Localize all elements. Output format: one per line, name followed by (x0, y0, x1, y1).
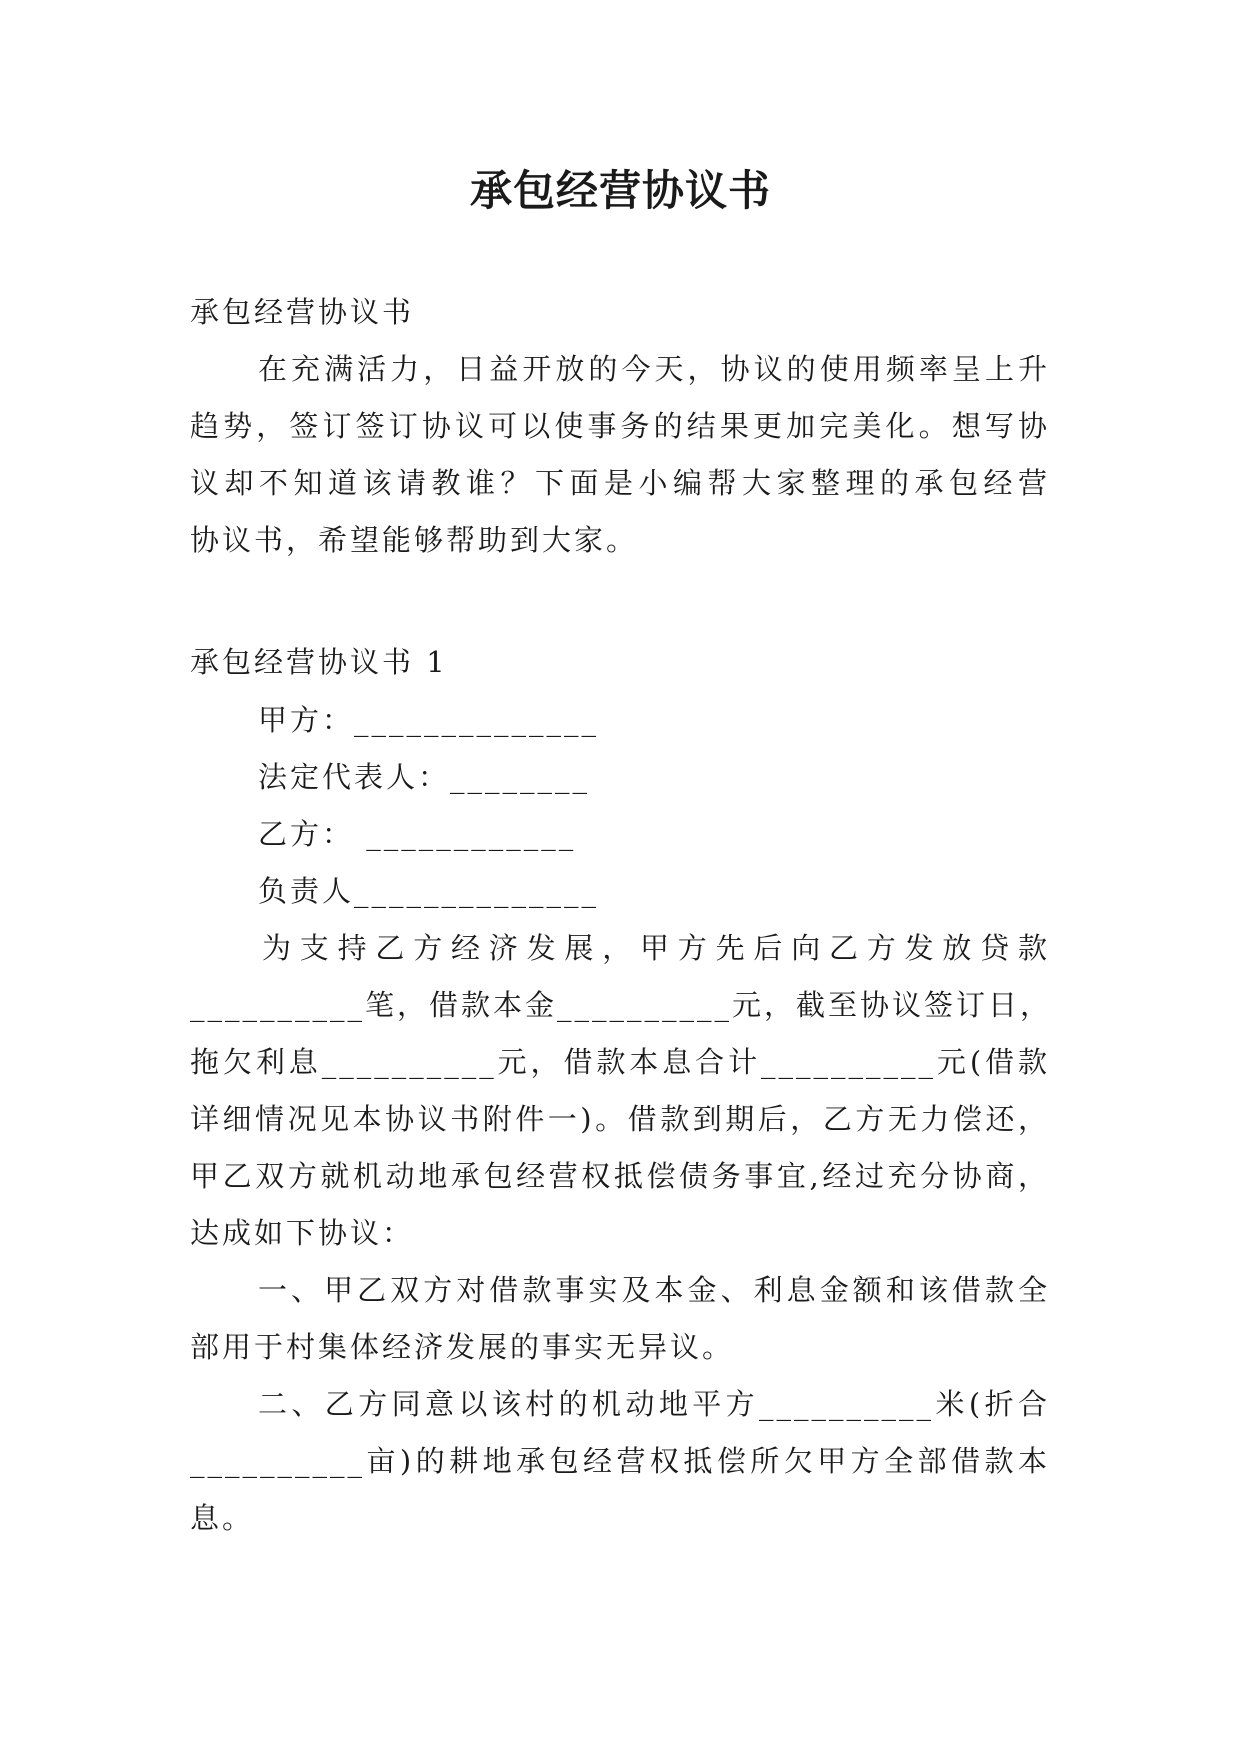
party-a-line: 甲方：______________ (258, 703, 600, 737)
intro-line-3: 议却不知道该请教谁？下面是小编帮大家整理的承包经营 (190, 466, 1050, 500)
party-b-line: 乙方： ____________ (258, 817, 577, 851)
document-title: 承包经营协议书 (469, 166, 771, 215)
loan-para-line-2: __________笔，借款本金__________元，截至协议签订日， (190, 988, 1053, 1022)
clause-1-line-2: 部用于村集体经济发展的事实无异议。 (190, 1330, 735, 1364)
loan-para-line-4: 详细情况见本协议书附件一)。借款到期后，乙方无力偿还， (190, 1102, 1050, 1136)
loan-para-line-6: 达成如下协议： (190, 1216, 415, 1250)
section-heading: 承包经营协议书 1 (190, 645, 448, 679)
intro-line-2: 趋势，签订签订协议可以使事务的结果更加完美化。想写协 (190, 409, 1050, 443)
subtitle-line: 承包经营协议书 (190, 295, 415, 329)
intro-line-4: 协议书，希望能够帮助到大家。 (190, 523, 639, 557)
clause-2-line-2: __________亩)的耕地承包经营权抵偿所欠甲方全部借款本 (190, 1444, 1050, 1478)
intro-line-1: 在充满活力，日益开放的今天，协议的使用频率呈上升 (258, 352, 1050, 386)
clause-1-line-1: 一、甲乙双方对借款事实及本金、利息金额和该借款全 (258, 1273, 1050, 1307)
clause-2-line-3: 息。 (190, 1501, 255, 1535)
loan-para-line-3: 拖欠利息__________元，借款本息合计__________元(借款 (190, 1045, 1050, 1079)
loan-para-line-1: 为支持乙方经济发展，甲方先后向乙方发放贷款 (262, 931, 1050, 965)
clause-2-line-1: 二、乙方同意以该村的机动地平方__________米(折合 (258, 1387, 1050, 1421)
legal-rep-line: 法定代表人：________ (258, 760, 591, 794)
loan-para-line-5: 甲乙双方就机动地承包经营权抵偿债务事宜,经过充分协商， (190, 1159, 1050, 1193)
responsible-person-line: 负责人______________ (258, 874, 600, 908)
